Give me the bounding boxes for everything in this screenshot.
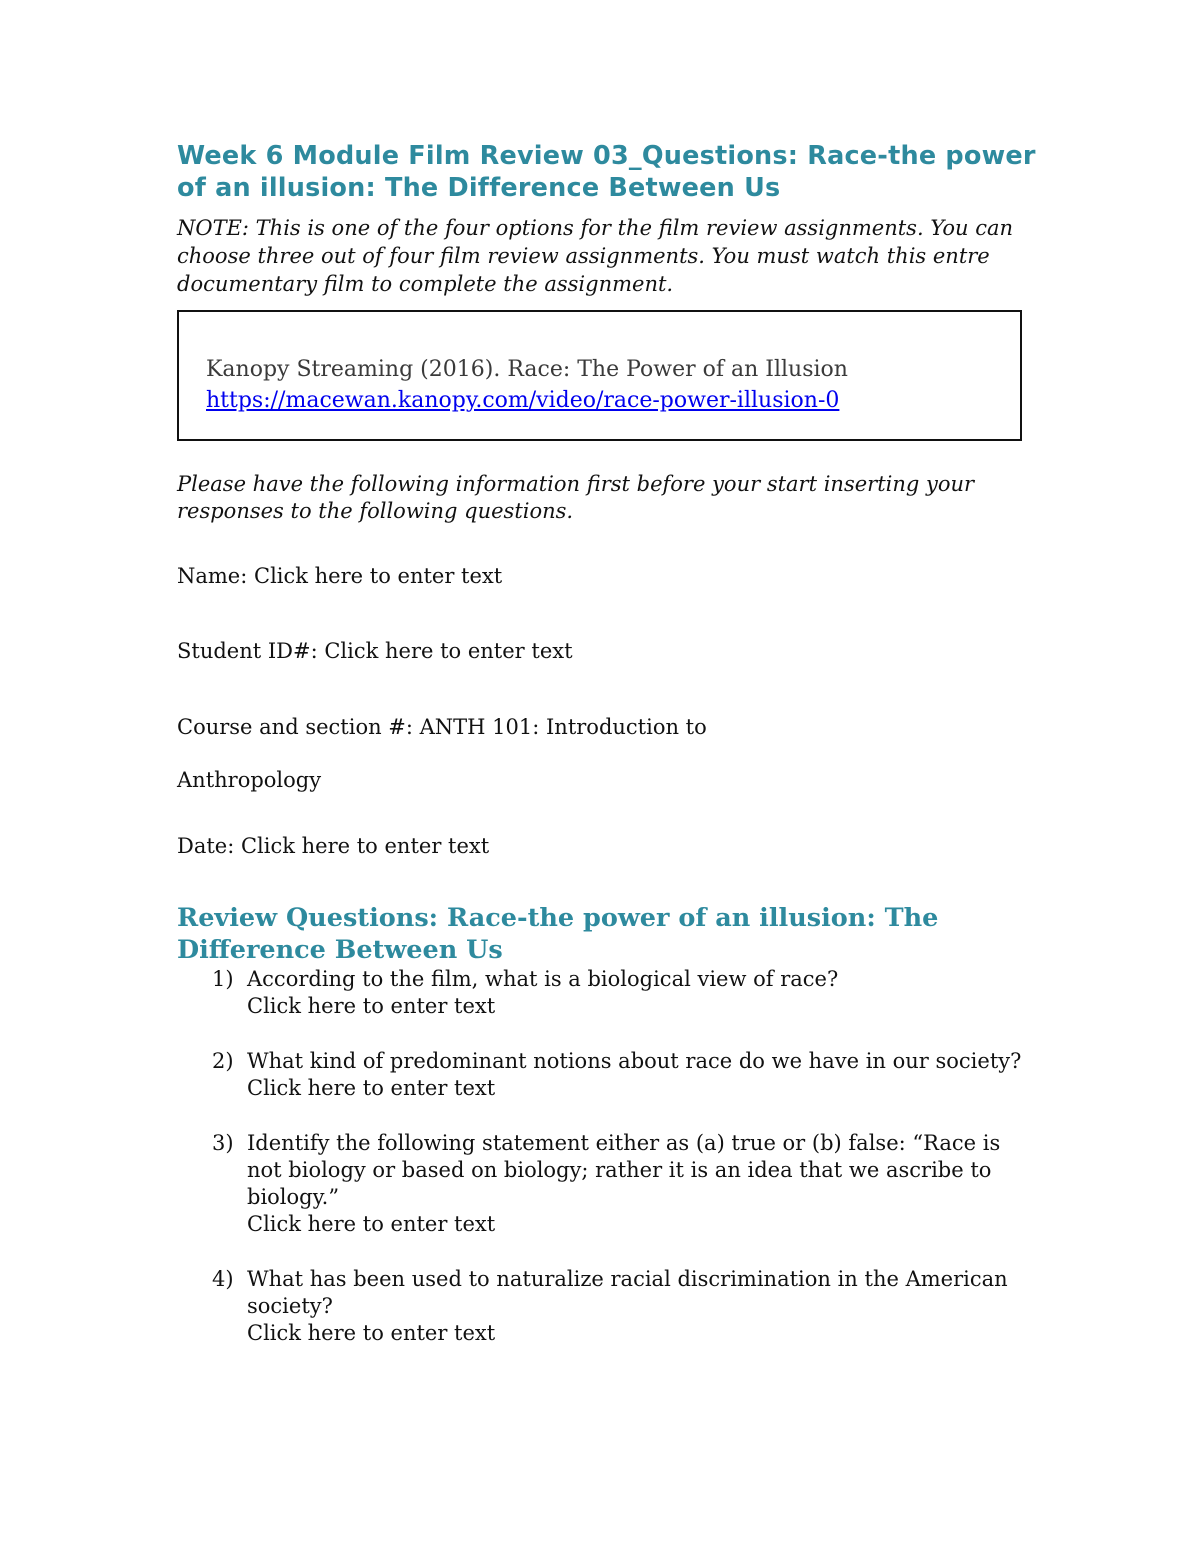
question-item: [177, 1130, 1037, 1238]
question-text: What kind of predominant notions about race do we have in our society?: [247, 1049, 1022, 1073]
answer-input[interactable]: Click here to enter text: [247, 1321, 496, 1345]
review-questions-heading: Review Questions: Race-the power of an illusion: The Difference Between Us: [177, 903, 939, 965]
film-reference-box: [177, 310, 1022, 441]
question-list: [177, 966, 1037, 1347]
answer-input[interactable]: Click here to enter text: [247, 994, 496, 1018]
question-text: Identify the following statement either as (a) true or (b) false: “Race is not biology or based on biology; rather it is an idea that we ascribe to biology.”: [247, 1131, 1001, 1209]
film-citation: Kanopy Streaming (2016). Race: The Power of an Illusion: [206, 357, 848, 382]
question-number: 1): [212, 967, 234, 991]
question-item: [177, 966, 1037, 1020]
student-id-label: Student ID#:: [177, 639, 325, 663]
course-field-continued: Anthropology: [177, 768, 322, 792]
question-item: [177, 1266, 1037, 1347]
date-label: Date:: [177, 834, 241, 858]
name-input[interactable]: Click here to enter text: [254, 564, 503, 588]
answer-input[interactable]: Click here to enter text: [247, 1076, 496, 1100]
instruction-text: Please have the following information first before your start inserting your responses to the following questions.: [177, 472, 975, 523]
assignment-note: NOTE: This is one of the four options for the film review assignments. You can choose three out of four film review assignments. You must watch this entre documentary film to complete the assignment.: [177, 216, 1014, 296]
question-number: 4): [212, 1267, 234, 1291]
document-title: Week 6 Module Film Review 03_Questions: Race-the power of an illusion: The Difference Between Us: [177, 141, 1036, 203]
question-item: [177, 1048, 1037, 1102]
film-link[interactable]: https://macewan.kanopy.com/video/race-power-illusion-0: [206, 388, 840, 413]
date-input[interactable]: Click here to enter text: [240, 834, 490, 858]
name-field: [177, 563, 1037, 590]
student-id-field: [177, 638, 1037, 665]
student-id-input[interactable]: Click here to enter text: [324, 639, 573, 663]
question-text: What has been used to naturalize racial discrimination in the American society?: [247, 1267, 1008, 1318]
question-number: 2): [212, 1049, 234, 1073]
question-number: 3): [212, 1131, 234, 1155]
date-field: [177, 833, 1037, 860]
question-text: According to the film, what is a biological view of race?: [247, 967, 839, 991]
answer-input[interactable]: Click here to enter text: [247, 1212, 496, 1236]
document-page: [177, 140, 1037, 1347]
name-label: Name:: [177, 564, 254, 588]
course-field: Course and section #: ANTH 101: Introduction to: [177, 715, 707, 739]
